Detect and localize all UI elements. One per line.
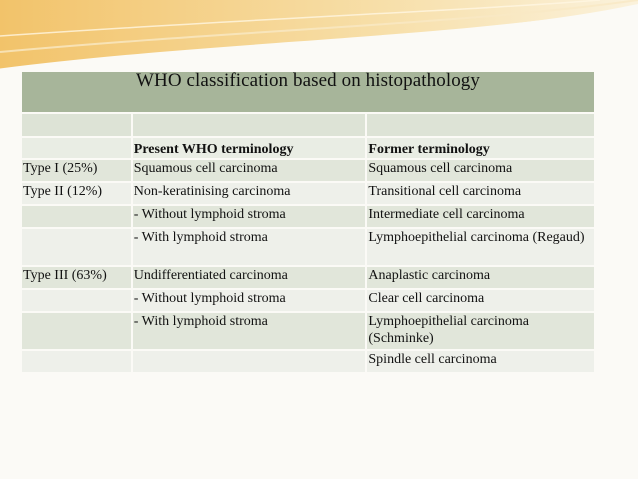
type-cell: Type I (25%) — [22, 160, 131, 181]
type-cell: Type II (12%) — [22, 183, 131, 204]
type-cell — [22, 290, 131, 311]
former-term-cell: Lymphoepithelial carcinoma (Regaud) — [367, 229, 594, 265]
who-classification-table — [20, 70, 596, 374]
column-header-former: Former terminology — [367, 138, 594, 158]
present-term-cell — [133, 351, 366, 372]
former-term-cell: Transitional cell carcinoma — [367, 183, 594, 204]
former-term-cell: Anaplastic carcinoma — [367, 267, 594, 288]
table-row — [22, 313, 594, 349]
present-term-cell: - With lymphoid stroma — [133, 313, 366, 349]
present-term-cell: Non-keratinising carcinoma — [133, 183, 366, 204]
decorative-swoosh — [0, 0, 638, 80]
table-title-row — [22, 72, 594, 112]
present-term-cell: - With lymphoid stroma — [133, 229, 366, 265]
table-row — [22, 160, 594, 181]
table-row — [22, 351, 594, 372]
type-cell — [22, 229, 131, 265]
table-row — [22, 206, 594, 227]
empty-cell — [22, 114, 131, 136]
column-header-row — [22, 138, 594, 158]
present-term-cell: Undifferentiated carcinoma — [133, 267, 366, 288]
former-term-cell: Intermediate cell carcinoma — [367, 206, 594, 227]
empty-cell — [367, 114, 594, 136]
present-term-cell: - Without lymphoid stroma — [133, 206, 366, 227]
column-header-present: Present WHO terminology — [133, 138, 366, 158]
table-row — [22, 229, 594, 265]
former-term-cell: Lymphoepithelial carcinoma (Schminke) — [367, 313, 594, 349]
type-cell: Type III (63%) — [22, 267, 131, 288]
former-term-cell: Spindle cell carcinoma — [367, 351, 594, 372]
empty-cell — [22, 138, 131, 158]
table-row — [22, 290, 594, 311]
spacer-row — [22, 114, 594, 136]
table-row — [22, 183, 594, 204]
type-cell — [22, 351, 131, 372]
present-term-cell: - Without lymphoid stroma — [133, 290, 366, 311]
former-term-cell: Clear cell carcinoma — [367, 290, 594, 311]
empty-cell — [133, 114, 366, 136]
table-title: WHO classification based on histopathology — [22, 72, 594, 112]
former-term-cell: Squamous cell carcinoma — [367, 160, 594, 181]
type-cell — [22, 206, 131, 227]
table-row — [22, 267, 594, 288]
present-term-cell: Squamous cell carcinoma — [133, 160, 366, 181]
type-cell — [22, 313, 131, 349]
